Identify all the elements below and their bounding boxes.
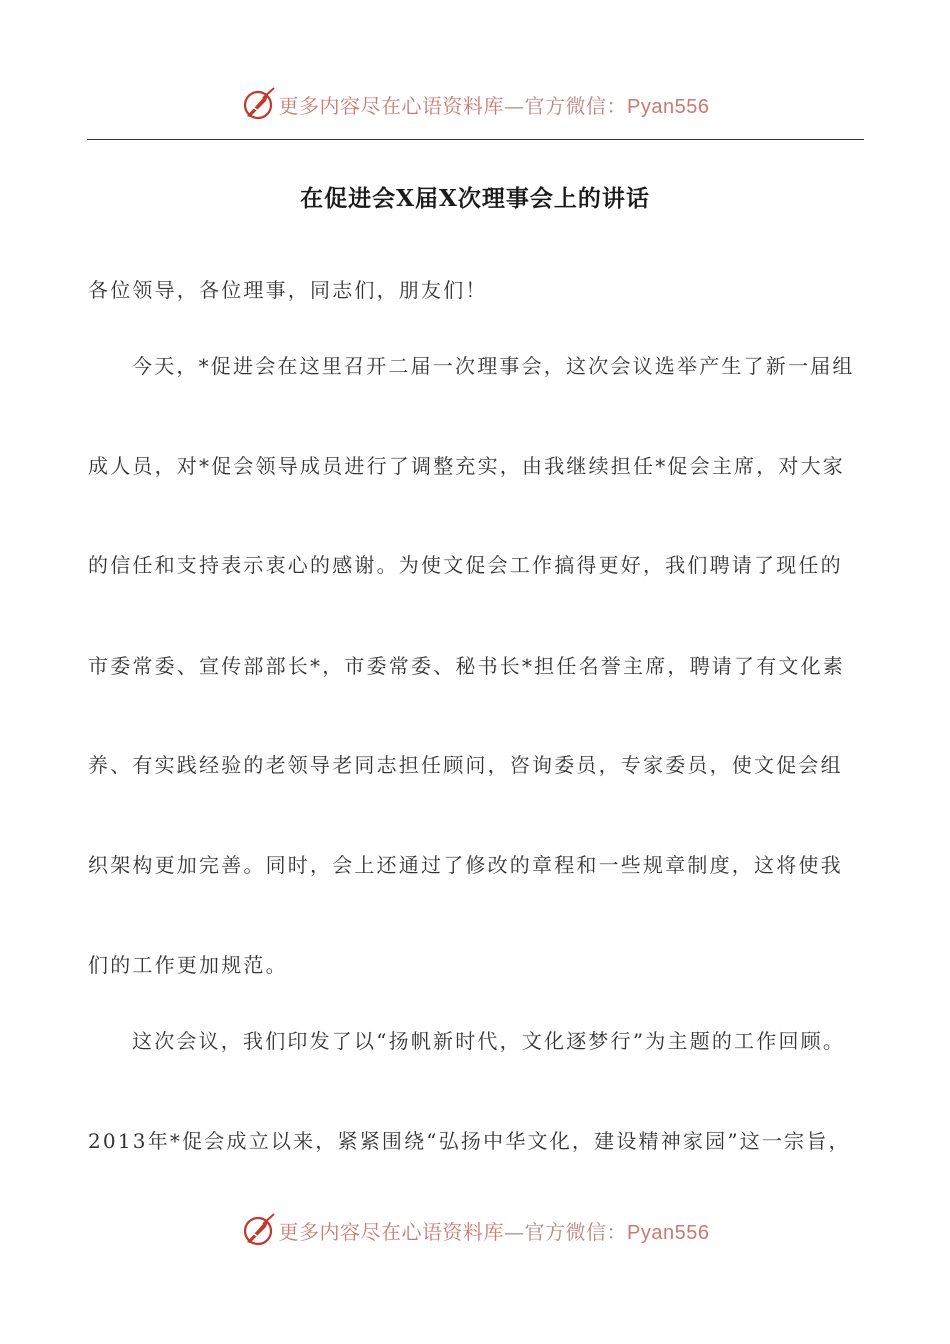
body-line: 成人员，对*促会领导成员进行了调整充实，由我继续担任*促会主席，对大家 [88,454,845,478]
document-title: 在促进会X届X次理事会上的讲话 [300,185,650,212]
banner-site-name: 更多内容尽在心语资料库 [278,93,505,118]
pen-circle-logo-icon [241,1212,277,1248]
banner-text [279,1216,710,1245]
body-line: 2013年*促会成立以来，紧紧围绕“弘扬中华文化，建设精神家园”这一宗旨， [88,1129,851,1153]
body-line: 这次会议，我们印发了以“扬帆新时代，文化逐梦行”为主题的工作回顾。 [132,1029,846,1053]
body-line: 养、有实践经验的老领导老同志担任顾问，咨询委员，专家委员，使文促会组 [88,753,843,777]
footer-banner [0,1210,950,1250]
banner-separator: — [504,93,525,118]
body-line: 们的工作更加规范。 [88,953,288,977]
header-banner [0,84,950,124]
header-divider [87,139,864,140]
banner-wechat-label: 官方微信： [524,93,628,118]
body-line: 织架构更加完善。同时，会上还通过了修改的章程和一些规章制度，这将使我 [88,853,843,877]
body-line: 今天，*促进会在这里召开二届一次理事会，这次会议选举产生了新一届组 [132,354,855,378]
body-line: 的信任和支持表示衷心的感谢。为使文促会工作搞得更好，我们聘请了现任的 [88,553,843,577]
banner-wechat-id: Pyan556 [627,1221,710,1244]
banner-separator: — [504,1219,525,1244]
banner-text [279,90,710,119]
pen-circle-logo-icon [241,86,277,122]
greeting-line: 各位领导，各位理事，同志们，朋友们！ [88,278,488,302]
banner-site-name: 更多内容尽在心语资料库 [278,1219,505,1244]
banner-wechat-id: Pyan556 [627,95,710,118]
banner-wechat-label: 官方微信： [524,1219,628,1244]
body-line: 市委常委、宣传部部长*，市委常委、秘书长*担任名誉主席，聘请了有文化素 [88,654,845,678]
